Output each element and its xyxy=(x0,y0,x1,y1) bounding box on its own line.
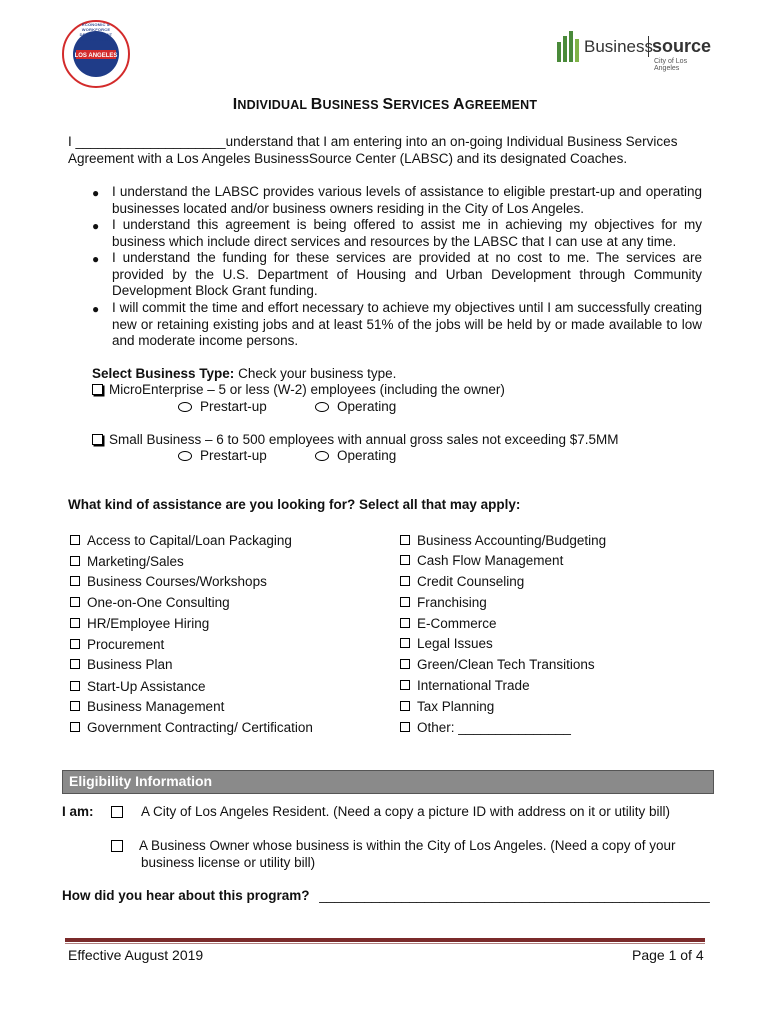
checkbox-icon[interactable] xyxy=(70,722,80,732)
assistance-option[interactable] xyxy=(70,720,313,735)
micro-enterprise-label: MicroEnterprise – 5 or less (W-2) employees (including the owner) xyxy=(109,382,505,397)
checkbox-icon[interactable] xyxy=(70,535,80,545)
assistance-option[interactable] xyxy=(70,554,184,569)
bullet-text: I will commit the time and effort necessary to achieve my objectives until I am successfully creating new or retaining existing jobs and at least 51% of the jobs will be held by or made available to low and moderate income persons. xyxy=(112,300,702,348)
assistance-option[interactable] xyxy=(70,574,267,589)
checkbox-icon[interactable] xyxy=(92,434,103,445)
small-business-option[interactable] xyxy=(92,432,619,449)
option-label: Tax Planning xyxy=(417,699,495,714)
checkbox-icon[interactable] xyxy=(70,659,80,669)
checkbox-icon[interactable] xyxy=(92,384,103,395)
option-label: Other: _______________ xyxy=(417,720,571,735)
small-business-label: Small Business – 6 to 500 employees with annual gross sales not exceeding $7.5MM xyxy=(109,432,619,447)
micro-enterprise-option[interactable] xyxy=(92,382,505,399)
assistance-question: What kind of assistance are you looking for? Select all that may apply: xyxy=(68,497,521,512)
footer-rule-thin xyxy=(65,943,705,944)
eligibility-header: Eligibility Information xyxy=(69,773,213,789)
edd-seal-logo xyxy=(62,20,130,88)
micro-operating-radio[interactable] xyxy=(315,399,396,416)
checkbox-icon[interactable] xyxy=(400,576,410,586)
footer-rule xyxy=(65,938,705,942)
resident-checkbox[interactable] xyxy=(111,806,123,818)
option-label: Green/Clean Tech Transitions xyxy=(417,657,595,672)
title-part: I xyxy=(232,96,238,113)
operating-label: Operating xyxy=(337,399,397,414)
title-part: GREEMENT xyxy=(464,98,538,112)
bullet-text: I understand the funding for these services are provided at no cost to me. The services are provided by the U.S. Department of Housing and Urban Development through Community Development Block Grant funding. xyxy=(112,250,702,298)
intro-line-2: Agreement with a Los Angeles BusinessSource Center (LABSC) and its designated Coaches. xyxy=(68,151,628,166)
bullet-text: I understand the LABSC provides various levels of assistance to eligible prestart-up and operating businesses located and/or business owners residing in the City of Los Angeles. xyxy=(112,184,702,216)
title-part: B xyxy=(310,96,323,113)
option-label: International Trade xyxy=(417,678,530,693)
option-label: Government Contracting/ Certification xyxy=(87,720,313,735)
bullet-icon: ● xyxy=(92,302,100,316)
checkbox-icon[interactable] xyxy=(400,618,410,628)
checkbox-icon[interactable] xyxy=(400,597,410,607)
businesssource-logo xyxy=(556,28,712,72)
checkbox-icon[interactable] xyxy=(400,722,410,732)
assistance-option[interactable] xyxy=(400,657,595,672)
assistance-option[interactable] xyxy=(70,616,209,631)
logo-word-source: source xyxy=(648,36,711,57)
title-part: NDIVIDUAL xyxy=(237,98,311,112)
business-type-prompt xyxy=(92,366,396,383)
assistance-option[interactable] xyxy=(400,595,487,610)
micro-prestart-radio[interactable] xyxy=(178,399,267,416)
radio-oval-icon[interactable] xyxy=(178,402,192,412)
title-part: ERVICES xyxy=(393,98,454,112)
option-label: HR/Employee Hiring xyxy=(87,616,210,631)
option-label: Franchising xyxy=(417,595,487,610)
assistance-option[interactable] xyxy=(400,678,530,693)
option-label: Access to Capital/Loan Packaging xyxy=(87,533,292,548)
option-label: Marketing/Sales xyxy=(87,554,184,569)
checkbox-icon[interactable] xyxy=(400,701,410,711)
checkbox-icon[interactable] xyxy=(70,597,80,607)
hear-about-field[interactable]: ____________________________________________________ xyxy=(319,888,710,903)
footer-page-number: Page 1 of 4 xyxy=(632,947,704,963)
option-label: One-on-One Consulting xyxy=(87,595,230,610)
business-type-label: Select Business Type: xyxy=(92,366,235,381)
business-owner-label-1: A Business Owner whose business is within the City of Los Angeles. (Need a copy of your xyxy=(139,838,676,853)
prestart-label: Prestart-up xyxy=(200,399,267,414)
page-title xyxy=(0,96,770,114)
checkbox-icon[interactable] xyxy=(70,576,80,586)
small-prestart-radio[interactable] xyxy=(178,448,267,465)
checkbox-icon[interactable] xyxy=(400,555,410,565)
option-label: Start-Up Assistance xyxy=(87,679,206,694)
resident-option-label: A City of Los Angeles Resident. (Need a copy a picture ID with address on it or utility bill) xyxy=(141,804,671,819)
option-label: Business Courses/Workshops xyxy=(87,574,267,589)
assistance-option[interactable] xyxy=(400,720,571,735)
option-label: Credit Counseling xyxy=(417,574,525,589)
hear-about-label: How did you hear about this program? xyxy=(62,888,310,903)
business-owner-label-2: business license or utility bill) xyxy=(141,855,316,870)
bullet-icon: ● xyxy=(92,219,100,233)
business-type-instruction: Check your business type. xyxy=(234,366,397,381)
bullet-icon: ● xyxy=(92,186,100,200)
assistance-option[interactable] xyxy=(70,637,164,652)
option-label: E-Commerce xyxy=(417,616,497,631)
bullet-text: I understand this agreement is being offered to assist me in achieving my objectives for my business which include direct services and resources by the LABSC that I can use at any time. xyxy=(112,217,702,249)
assistance-option[interactable] xyxy=(400,574,524,589)
checkbox-icon[interactable] xyxy=(70,556,80,566)
title-part: S xyxy=(382,96,394,113)
option-label: Business Accounting/Budgeting xyxy=(417,533,607,548)
operating-label: Operating xyxy=(337,448,397,463)
checkbox-icon[interactable] xyxy=(400,680,410,690)
bullet-icon: ● xyxy=(92,252,100,266)
assistance-option[interactable] xyxy=(400,553,563,568)
option-label: Legal Issues xyxy=(417,636,493,651)
small-operating-radio[interactable] xyxy=(315,448,396,465)
bars-icon xyxy=(556,28,582,64)
intro-line-1: I ____________________understand that I am entering into an on-going Individual Business Services xyxy=(68,134,678,149)
checkbox-icon[interactable] xyxy=(70,618,80,628)
checkbox-icon[interactable] xyxy=(70,701,80,711)
eligibility-header-bar xyxy=(62,770,714,794)
assistance-option[interactable] xyxy=(70,533,292,548)
footer-effective-date: Effective August 2019 xyxy=(68,947,204,963)
logo-subtitle: City of Los Angeles xyxy=(654,58,688,72)
option-label: Cash Flow Management xyxy=(417,553,564,568)
option-label: Business Plan xyxy=(87,657,173,672)
assistance-option[interactable] xyxy=(400,616,497,631)
business-owner-checkbox[interactable] xyxy=(111,840,123,852)
checkbox-icon[interactable] xyxy=(70,681,80,691)
assistance-option[interactable] xyxy=(400,533,606,548)
assistance-option[interactable] xyxy=(70,595,230,610)
checkbox-icon[interactable] xyxy=(400,638,410,648)
title-part: A xyxy=(453,96,465,113)
radio-oval-icon[interactable] xyxy=(315,402,329,412)
seal-caption: ECONOMIC & WORKFORCE DEVELOPMENT DEPARTMENT xyxy=(79,22,113,42)
option-label: Business Management xyxy=(87,699,225,714)
assistance-option[interactable] xyxy=(70,657,173,672)
assistance-option[interactable] xyxy=(70,699,224,714)
assistance-option[interactable] xyxy=(70,679,206,694)
assistance-option[interactable] xyxy=(400,699,494,714)
i-am-label: I am: xyxy=(62,804,94,819)
checkbox-icon[interactable] xyxy=(400,535,410,545)
title-part: USINESS xyxy=(322,98,383,112)
hear-about-row xyxy=(62,888,710,905)
prestart-label: Prestart-up xyxy=(200,448,267,463)
svg-text:LOS ANGELES: LOS ANGELES xyxy=(74,53,118,59)
assistance-option[interactable] xyxy=(400,636,493,651)
checkbox-icon[interactable] xyxy=(70,639,80,649)
radio-oval-icon[interactable] xyxy=(178,451,192,461)
logo-word-business: Business xyxy=(584,37,653,56)
option-label: Procurement xyxy=(87,637,165,652)
checkbox-icon[interactable] xyxy=(400,659,410,669)
radio-oval-icon[interactable] xyxy=(315,451,329,461)
